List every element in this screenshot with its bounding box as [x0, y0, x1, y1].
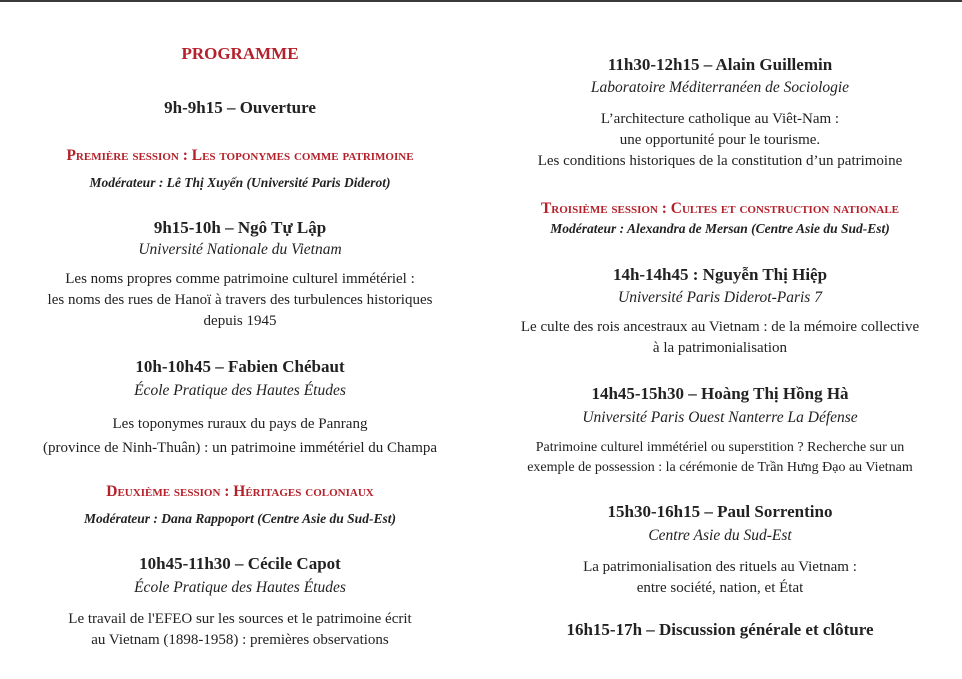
opening-slot: 9h-9h15 – Ouverture — [164, 98, 316, 117]
session-1-title: Première session : Les toponymes comme patrimoine — [66, 147, 414, 164]
talk-6-title-line: exemple de possession : la cérémonie de Trần Hưng Đạo au Vietnam — [527, 460, 913, 475]
talk-5-time-speaker: 14h-14h45 : Nguyễn Thị Hiệp — [612, 265, 828, 284]
session-3-title: Troisième session : Cultes et construction nationale — [540, 200, 900, 217]
talk-2-title — [0, 412, 480, 460]
talk-2-title-line: (province de Ninh-Thuân) : un patrimoine immétériel du Champa — [42, 440, 438, 456]
talk-6-time-speaker: 14h45-15h30 – Hoàng Thị Hồng Hà — [591, 384, 849, 403]
talk-3-time-speaker: 10h45-11h30 – Cécile Capot — [139, 554, 341, 573]
talk-4-affiliation: Laboratoire Méditerranéen de Sociologie — [590, 79, 850, 96]
talk-1-affiliation: Université Nationale du Vietnam — [138, 241, 342, 258]
talk-2-affiliation: École Pratique des Hautes Études — [134, 382, 346, 399]
talk-4-title-line: L’architecture catholique au Viêt-Nam : — [600, 111, 840, 127]
talk-6-affiliation: Université Paris Ouest Nanterre La Défense — [582, 409, 858, 426]
session-2-title: Deuxième session : Héritages coloniaux — [106, 483, 374, 500]
talk-6-title — [480, 438, 960, 478]
talk-7-time-speaker: 15h30-16h15 – Paul Sorrentino — [607, 502, 833, 521]
talk-7-title — [480, 557, 960, 599]
talk-1-title — [0, 269, 480, 332]
talk-1-time-speaker: 9h15-10h – Ngô Tự Lập — [153, 218, 327, 237]
talk-1-title-line: depuis 1945 — [203, 313, 277, 329]
talk-7-title-line: La patrimonialisation des rituels au Vietnam : — [583, 559, 857, 575]
talk-3-title-line: au Vietnam (1898-1958) : premières observations — [91, 632, 389, 648]
top-border — [0, 0, 962, 2]
talk-5-affiliation: Université Paris Diderot-Paris 7 — [618, 289, 822, 306]
talk-4-time-speaker: 11h30-12h15 – Alain Guillemin — [607, 55, 833, 74]
talk-4-title-line: Les conditions historiques de la constitution d’un patrimoine — [537, 153, 903, 169]
talk-3-title — [0, 609, 480, 651]
talk-5-title — [480, 317, 960, 359]
talk-5-title-line: à la patrimonialisation — [652, 340, 788, 356]
session-2-moderator: Modérateur : Dana Rappoport (Centre Asie du Sud-Est) — [84, 511, 396, 526]
programme-title: PROGRAMME — [181, 44, 299, 63]
session-3-moderator: Modérateur : Alexandra de Mersan (Centre Asie du Sud-Est) — [550, 221, 890, 236]
talk-7-title-line: entre société, nation, et État — [636, 580, 804, 596]
talk-1-title-line: Les noms propres comme patrimoine culturel immétériel : — [65, 271, 415, 287]
talk-4-title — [480, 109, 960, 172]
talk-5-title-line: Le culte des rois ancestraux au Vietnam : de la mémoire collective — [520, 319, 920, 335]
session-1-moderator: Modérateur : Lê Thị Xuyến (Université Paris Diderot) — [89, 175, 391, 190]
talk-3-title-line: Le travail de l'EFEO sur les sources et le patrimoine écrit — [68, 611, 412, 627]
talk-2-title-line: Les toponymes ruraux du pays de Panrang — [112, 416, 368, 432]
talk-2-time-speaker: 10h-10h45 – Fabien Chébaut — [135, 357, 345, 376]
talk-6-title-line: Patrimoine culturel immétériel ou superstition ? Recherche sur un — [535, 440, 905, 455]
talk-7-affiliation: Centre Asie du Sud-Est — [648, 527, 792, 544]
closing-slot: 16h15-17h – Discussion générale et clôture — [566, 620, 874, 639]
talk-3-affiliation: École Pratique des Hautes Études — [134, 579, 346, 596]
talk-1-title-line: les noms des rues de Hanoï à travers des turbulences historiques — [47, 292, 433, 308]
talk-4-title-line: une opportunité pour le tourisme. — [619, 132, 821, 148]
